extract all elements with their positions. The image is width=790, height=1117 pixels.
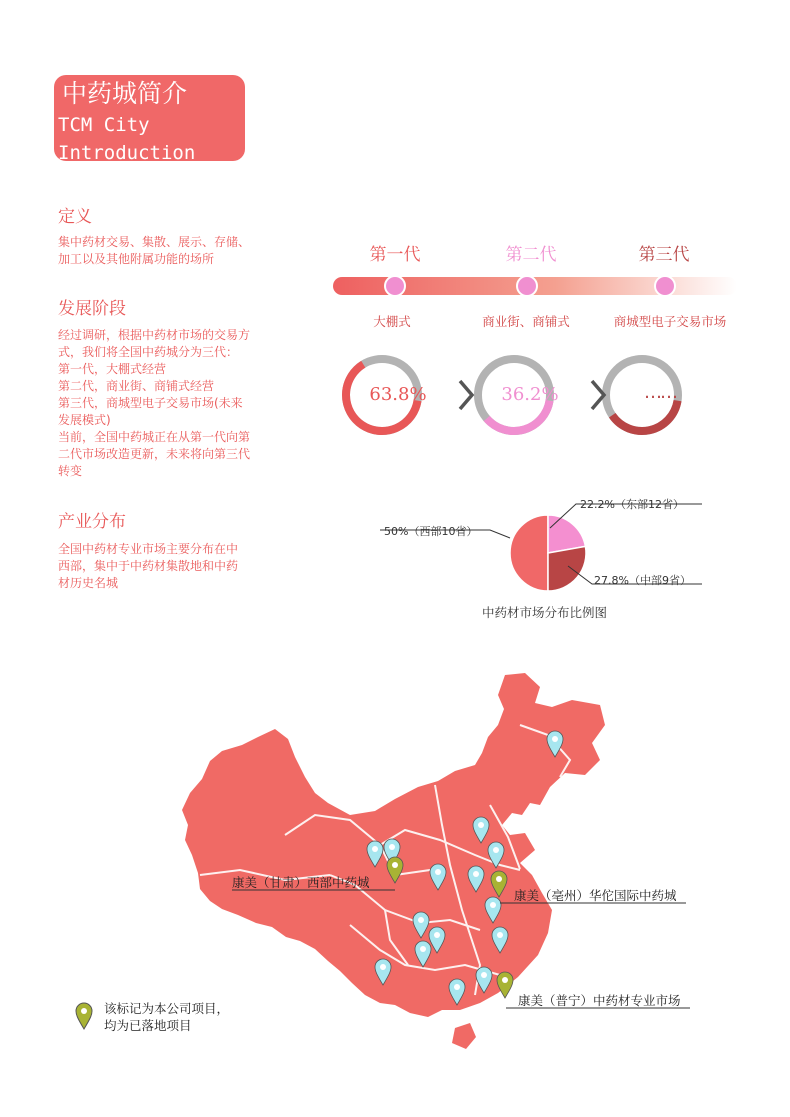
title-box — [54, 75, 245, 164]
chevron-right-icon — [592, 381, 604, 409]
location-pin-icon — [497, 972, 513, 998]
gen-2-label: 第二代 — [505, 245, 557, 265]
pie-label-west: 50%（西部10省） — [384, 525, 478, 538]
map-legend-text: 该标记为本公司项目， 均为已落地项目 — [104, 1001, 230, 1033]
timeline-dot — [655, 276, 675, 296]
map-label-bozhou: 康美（亳州）华佗国际中药城 — [514, 888, 677, 903]
pie-label-east: 22.2%（东部12省） — [580, 498, 684, 511]
ring-progress — [612, 401, 677, 431]
gen-2-sub: 商业街、商铺式 — [482, 314, 570, 329]
pie-caption: 中药材市场分布比例图 — [482, 605, 608, 620]
gen-3-sub: 商城型电子交易市场 — [613, 314, 727, 329]
gen-1-label: 第一代 — [369, 245, 421, 265]
gen-3-ring-value: …… — [644, 382, 676, 403]
pie-slice — [548, 546, 586, 591]
map-label-gansu: 康美（甘肃）西部中药城 — [232, 875, 370, 890]
development-text: 经过调研，根据中药材市场的交易方 式，我们将全国中药城分为三代： 第一代，大棚式经营 第二代，商业街、商铺式经营 第三代，商城型电子交易市场(未来 发展模式) 当前，全国中药城正在从第一代向第 二代市场改造更新，未来将向第三代 转变 — [58, 328, 251, 478]
distribution-text: 全国中药材专业市场主要分布在中 西部，集中于中药材集散地和中药 材历史名城 — [58, 542, 239, 590]
pie-label-central: 27.8%（中部9省） — [594, 574, 691, 587]
ring-progress — [487, 401, 550, 431]
distribution-heading: 产业分布 — [58, 512, 126, 532]
gen-1-sub: 大棚式 — [373, 314, 411, 329]
map-label-puning: 康美（普宁）中药材专业市场 — [518, 993, 681, 1008]
gen-2-ring-value: 36.2% — [501, 384, 559, 405]
development-heading: 发展阶段 — [58, 299, 126, 319]
definition-heading: 定义 — [58, 207, 92, 227]
timeline-dot — [385, 276, 405, 296]
location-pin-icon — [74, 1001, 94, 1031]
chevron-right-icon — [460, 381, 472, 409]
gen-1-ring-value: 63.8% — [369, 384, 427, 405]
page-subtitle: TCM City Introduction — [58, 114, 196, 164]
definition-text: 集中药材交易、集散、展示、存储、 加工以及其他附属功能的场所 — [58, 235, 251, 266]
timeline-bar — [330, 272, 740, 300]
timeline-dot — [517, 276, 537, 296]
page-title: 中药城简介 — [62, 79, 188, 108]
gen-3-label: 第三代 — [638, 245, 690, 265]
pie-slice — [510, 515, 548, 591]
